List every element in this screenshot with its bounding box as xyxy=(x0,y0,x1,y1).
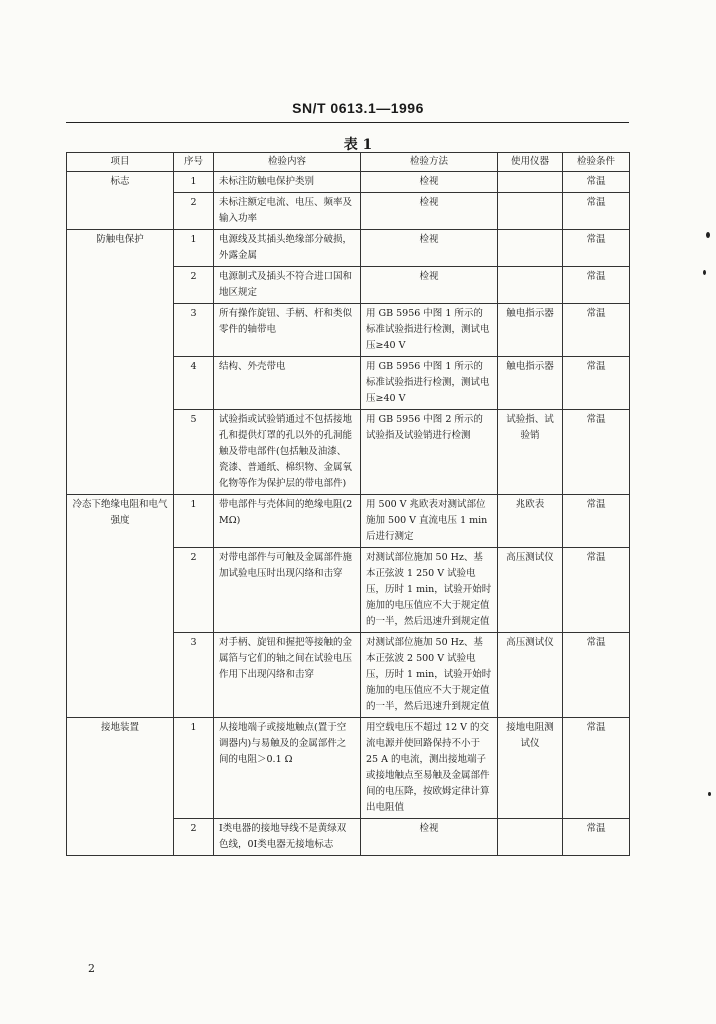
table-row xyxy=(67,172,630,193)
col-header-method: 检验方法 xyxy=(361,153,498,172)
row-condition: 常温 xyxy=(563,495,630,548)
table-row xyxy=(67,495,630,548)
row-instrument: 触电指示器 xyxy=(498,304,563,357)
row-instrument: 试验指、试验销 xyxy=(498,410,563,495)
row-instrument: 兆欧表 xyxy=(498,495,563,548)
row-instrument xyxy=(498,193,563,230)
group-name-marking: 标志 xyxy=(67,172,174,230)
scan-speck xyxy=(708,792,711,796)
row-content: 未标注额定电流、电压、频率及输入功率 xyxy=(214,193,361,230)
group-name-insulation: 冷态下绝缘电阻和电气强度 xyxy=(67,495,174,718)
row-method: 用 GB 5956 中图 1 所示的标准试验指进行检测，测试电压≥40 V xyxy=(361,357,498,410)
scan-speck xyxy=(703,270,706,275)
row-method: 用 GB 5956 中图 1 所示的标准试验指进行检测，测试电压≥40 V xyxy=(361,304,498,357)
row-no: 1 xyxy=(174,230,214,267)
row-condition: 常温 xyxy=(563,548,630,633)
row-no: 2 xyxy=(174,819,214,856)
row-instrument: 高压测试仪 xyxy=(498,548,563,633)
inspection-table xyxy=(66,152,630,856)
row-content: 所有操作旋钮、手柄、杆和类似零件的轴带电 xyxy=(214,304,361,357)
group-name-shock-protection: 防触电保护 xyxy=(67,230,174,495)
row-instrument xyxy=(498,230,563,267)
row-no: 1 xyxy=(174,495,214,548)
row-condition: 常温 xyxy=(563,267,630,304)
col-header-condition: 检验条件 xyxy=(563,153,630,172)
row-content: 从接地端子或接地触点(置于空调器内)与易触及的金属部件之间的电阻＞0.1 Ω xyxy=(214,718,361,819)
col-header-content: 检验内容 xyxy=(214,153,361,172)
row-no: 2 xyxy=(174,548,214,633)
row-instrument: 触电指示器 xyxy=(498,357,563,410)
col-header-item: 项目 xyxy=(67,153,174,172)
col-header-instrument: 使用仪器 xyxy=(498,153,563,172)
group-name-grounding: 接地装置 xyxy=(67,718,174,856)
row-condition: 常温 xyxy=(563,410,630,495)
row-condition: 常温 xyxy=(563,230,630,267)
row-condition: 常温 xyxy=(563,819,630,856)
row-condition: 常温 xyxy=(563,718,630,819)
table-row xyxy=(67,230,630,267)
row-instrument xyxy=(498,819,563,856)
row-method: 对测试部位施加 50 Hz、基本正弦波 2 500 V 试验电压，历时 1 min，试验开始时施加的电压值应不大于规定值的一半，然后迅速升到规定值 xyxy=(361,633,498,718)
row-no: 1 xyxy=(174,172,214,193)
row-method: 用 GB 5956 中图 2 所示的试验指及试验销进行检测 xyxy=(361,410,498,495)
standard-number-header: SN/T 0613.1—1996 xyxy=(292,100,424,116)
row-content: 对带电部件与可触及金属部件施加试验电压时出现闪络和击穿 xyxy=(214,548,361,633)
scan-speck xyxy=(706,232,710,238)
row-method: 检视 xyxy=(361,230,498,267)
row-content: 结构、外壳带电 xyxy=(214,357,361,410)
row-instrument: 高压测试仪 xyxy=(498,633,563,718)
row-method: 对测试部位施加 50 Hz、基本正弦波 1 250 V 试验电压，历时 1 min，试验开始时施加的电压值应不大于规定值的一半，然后迅速升到规定值 xyxy=(361,548,498,633)
table-header-row xyxy=(67,153,630,172)
row-condition: 常温 xyxy=(563,357,630,410)
row-no: 2 xyxy=(174,267,214,304)
table-row xyxy=(67,718,630,819)
row-content: 电源制式及插头不符合进口国和地区规定 xyxy=(214,267,361,304)
row-condition: 常温 xyxy=(563,304,630,357)
row-no: 5 xyxy=(174,410,214,495)
row-content: 未标注防触电保护类别 xyxy=(214,172,361,193)
row-condition: 常温 xyxy=(563,193,630,230)
table-title: 表 1 xyxy=(343,137,373,153)
row-instrument xyxy=(498,172,563,193)
row-method: 检视 xyxy=(361,172,498,193)
row-instrument xyxy=(498,267,563,304)
header-rule xyxy=(66,122,629,123)
row-condition: 常温 xyxy=(563,633,630,718)
row-no: 1 xyxy=(174,718,214,819)
row-content: 带电部件与壳体间的绝缘电阻(2 MΩ) xyxy=(214,495,361,548)
row-content: 对手柄、旋钮和握把等接触的金属箔与它们的轴之间在试验电压作用下出现闪络和击穿 xyxy=(214,633,361,718)
row-condition: 常温 xyxy=(563,172,630,193)
col-header-no: 序号 xyxy=(174,153,214,172)
row-content: 电源线及其插头绝缘部分破损，外露金属 xyxy=(214,230,361,267)
row-no: 3 xyxy=(174,633,214,718)
row-no: 2 xyxy=(174,193,214,230)
row-content: Ⅰ类电器的接地导线不是黄绿双色线，0Ⅰ类电器无接地标志 xyxy=(214,819,361,856)
row-no: 4 xyxy=(174,357,214,410)
row-method: 检视 xyxy=(361,819,498,856)
row-method: 检视 xyxy=(361,267,498,304)
row-no: 3 xyxy=(174,304,214,357)
row-method: 用 500 V 兆欧表对测试部位施加 500 V 直流电压 1 min后进行测定 xyxy=(361,495,498,548)
row-method: 用空载电压不超过 12 V 的交流电源并使回路保持不小于 25 A 的电流，测出接地端子或接地触点至易触及金属部件间的电压降，按欧姆定律计算出电阻值 xyxy=(361,718,498,819)
row-content: 试验指或试验销通过不包括接地孔和提供灯罩的孔以外的孔洞能触及带电部件(包括触及油漆、瓷漆、普通纸、棉织物、金属氧化物等作为保护层的带电部件) xyxy=(214,410,361,495)
row-instrument: 接地电阻测试仪 xyxy=(498,718,563,819)
row-method: 检视 xyxy=(361,193,498,230)
page-number: 2 xyxy=(88,962,95,975)
